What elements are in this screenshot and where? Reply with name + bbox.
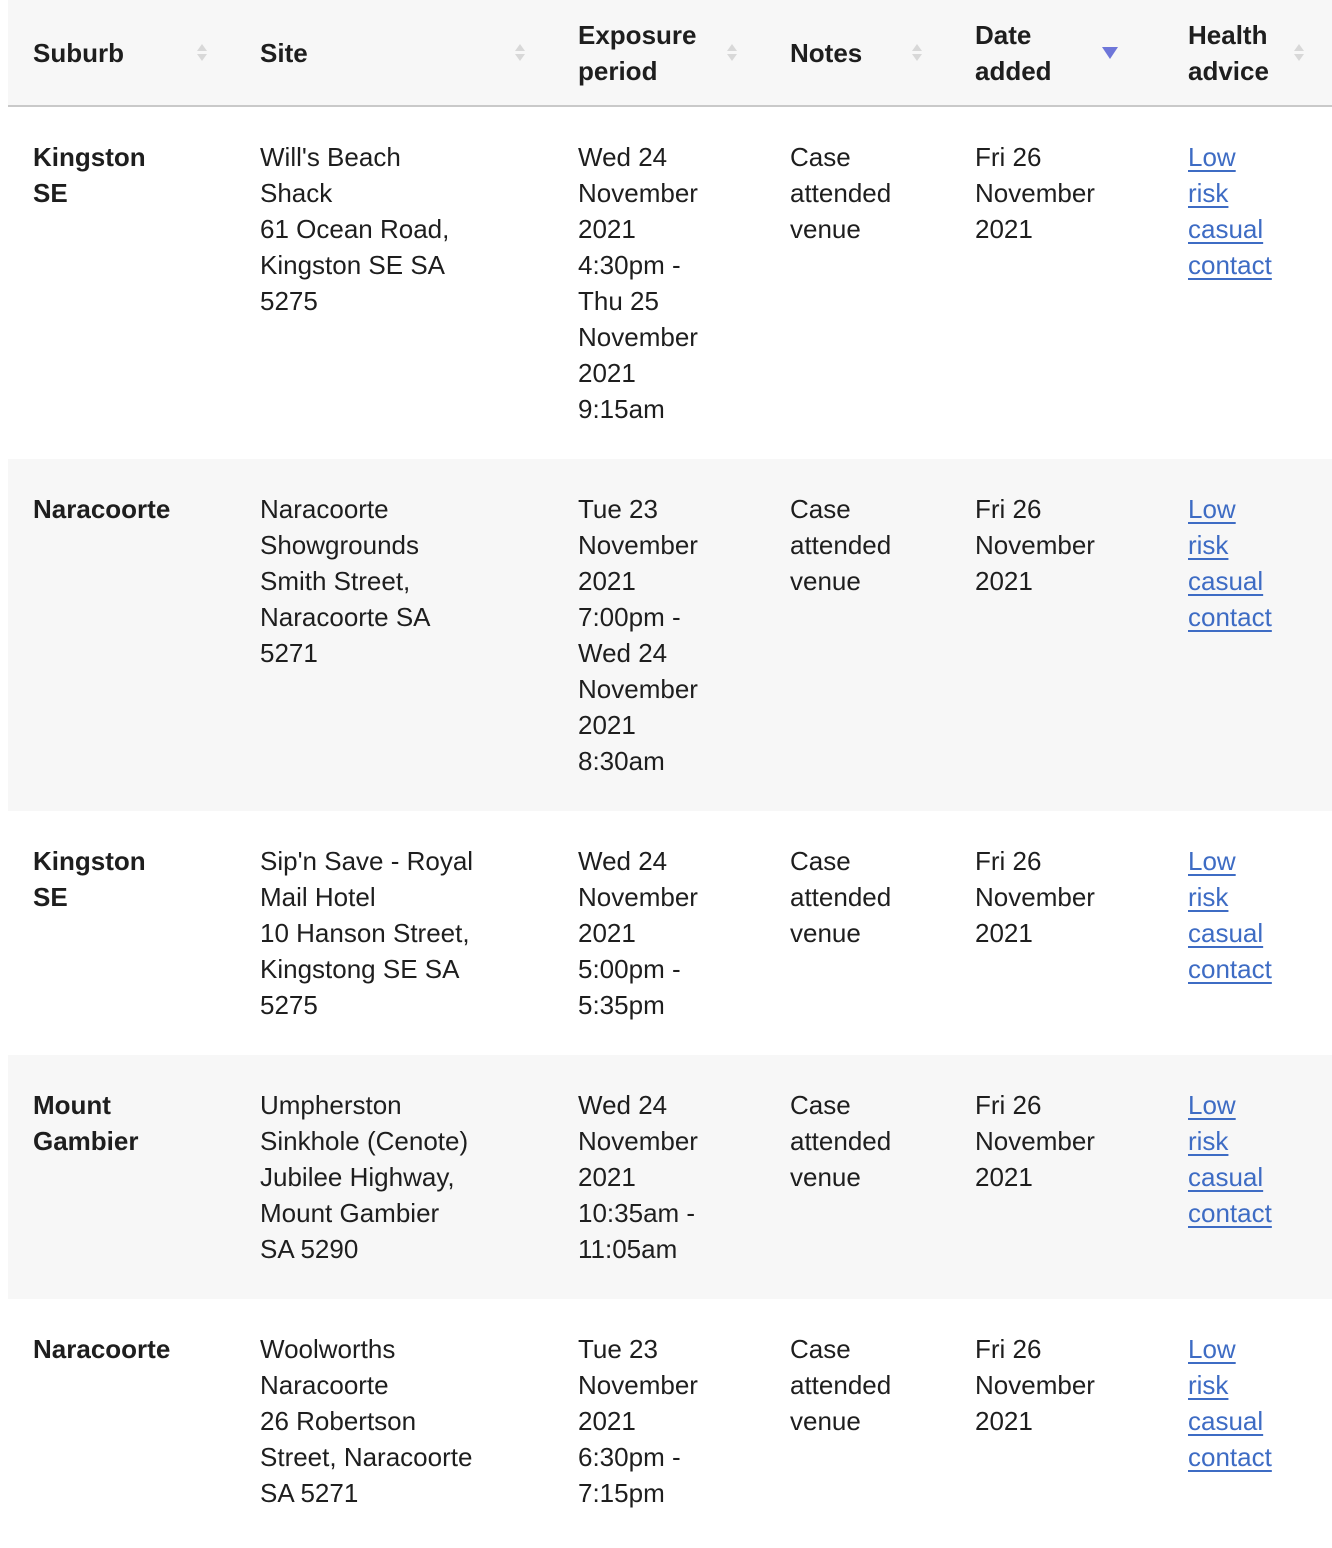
health-advice-link[interactable]: Low risk casual contact <box>1188 142 1272 280</box>
date-added-cell: Fri 26 November 2021 <box>975 142 1095 244</box>
site-name: Woolworths Naracoorte <box>260 1334 396 1400</box>
suburb-cell: Kingston SE <box>33 846 146 912</box>
site-cell <box>260 1087 477 1267</box>
site-address: 26 Robertson Street, Naracoorte SA 5271 <box>260 1406 473 1508</box>
date-added-cell: Fri 26 November 2021 <box>975 1334 1095 1436</box>
site-address: 61 Ocean Road, Kingston SE SA 5275 <box>260 214 450 316</box>
column-label-site: Site <box>260 37 308 68</box>
site-name: Will's Beach Shack <box>260 142 401 208</box>
column-header-site[interactable] <box>235 0 553 106</box>
health-advice-link[interactable]: Low risk casual contact <box>1188 1090 1272 1228</box>
site-name: Naracoorte Showgrounds <box>260 494 419 560</box>
column-header-health-advice[interactable] <box>1163 0 1332 106</box>
data-table <box>8 0 1332 1543</box>
exposure-period-cell: Tue 23 November 2021 7:00pm - Wed 24 November 2021 8:30am <box>578 494 698 776</box>
column-label-date-added: Date added <box>975 19 1052 86</box>
notes-cell: Case attended venue <box>790 142 892 244</box>
exposure-period-cell: Tue 23 November 2021 6:30pm - 7:15pm <box>578 1334 698 1508</box>
suburb-cell: Naracoorte <box>33 1334 171 1364</box>
column-header-exposure-period[interactable] <box>553 0 765 106</box>
site-address: Jubilee Highway, Mount Gambier SA 5290 <box>260 1162 455 1264</box>
suburb-cell: Naracoorte <box>33 494 171 524</box>
table-row <box>8 1055 1332 1299</box>
health-advice-link[interactable]: Low risk casual contact <box>1188 846 1272 984</box>
exposure-period-cell: Wed 24 November 2021 4:30pm - Thu 25 November 2021 9:15am <box>578 142 698 424</box>
site-address: 10 Hanson Street, Kingstong SE SA 5275 <box>260 918 470 1020</box>
column-label-suburb: Suburb <box>33 37 124 68</box>
column-label-notes: Notes <box>790 37 863 68</box>
notes-cell: Case attended venue <box>790 1334 892 1436</box>
date-added-cell: Fri 26 November 2021 <box>975 1090 1095 1192</box>
site-name: Sip'n Save - Royal Mail Hotel <box>260 846 474 912</box>
health-advice-link[interactable]: Low risk casual contact <box>1188 1334 1272 1472</box>
notes-cell: Case attended venue <box>790 846 892 948</box>
table-row <box>8 106 1332 459</box>
sort-icon <box>197 44 207 61</box>
date-added-cell: Fri 26 November 2021 <box>975 494 1095 596</box>
table-body <box>8 106 1332 1543</box>
sort-icon <box>1294 44 1304 61</box>
sort-icon <box>515 44 525 61</box>
exposure-sites-table <box>8 0 1332 1543</box>
site-cell <box>260 843 477 1023</box>
notes-cell: Case attended venue <box>790 1090 892 1192</box>
table-row <box>8 459 1332 811</box>
date-added-cell: Fri 26 November 2021 <box>975 846 1095 948</box>
site-name: Umpherston Sinkhole (Cenote) <box>260 1090 469 1156</box>
table-row <box>8 1299 1332 1543</box>
site-address: Smith Street, Naracoorte SA 5271 <box>260 566 430 668</box>
site-cell <box>260 139 477 319</box>
column-header-date-added[interactable] <box>950 0 1163 106</box>
table-header <box>8 0 1332 106</box>
sort-descending-icon <box>1102 47 1118 59</box>
site-cell <box>260 1331 477 1511</box>
column-header-suburb[interactable] <box>8 0 235 106</box>
column-header-notes[interactable] <box>765 0 950 106</box>
column-label-exposure-period: Exposure period <box>578 19 697 86</box>
column-label-health-advice: Health advice <box>1188 19 1269 86</box>
exposure-period-cell: Wed 24 November 2021 5:00pm - 5:35pm <box>578 846 698 1020</box>
sort-icon <box>727 44 737 61</box>
exposure-period-cell: Wed 24 November 2021 10:35am - 11:05am <box>578 1090 698 1264</box>
suburb-cell: Kingston SE <box>33 142 146 208</box>
suburb-cell: Mount Gambier <box>33 1090 139 1156</box>
table-row <box>8 811 1332 1055</box>
health-advice-link[interactable]: Low risk casual contact <box>1188 494 1272 632</box>
notes-cell: Case attended venue <box>790 494 892 596</box>
sort-icon <box>912 44 922 61</box>
site-cell <box>260 491 477 671</box>
